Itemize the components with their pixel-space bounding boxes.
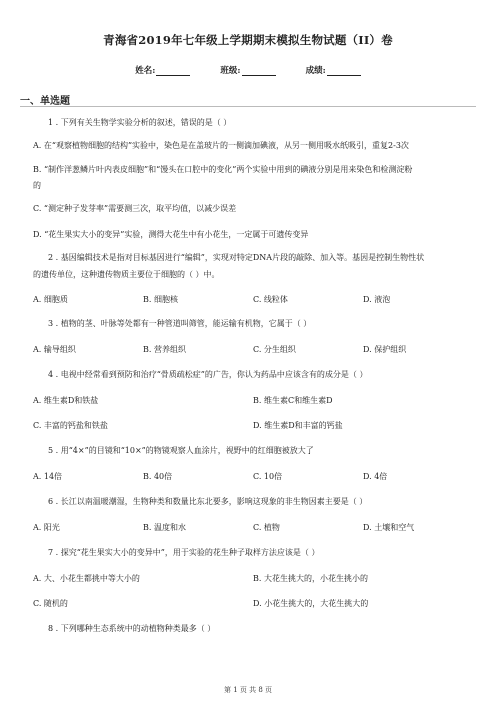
q3-option-a: A. 输导组织: [33, 345, 76, 354]
page-title: 青海省2019年七年级上学期期末模拟生物试题（II）卷: [103, 33, 393, 47]
q1-stem: 1 . 下列有关生物学实验分析的叙述，错误的是（ ）: [48, 118, 232, 127]
page-footer: 第 1 页 共 8 页: [223, 686, 273, 694]
q2-option-c: C. 线粒体: [253, 295, 288, 304]
q3-option-c: C. 分生组织: [253, 345, 296, 354]
q7-option-d: D. 小花生挑大的，大花生挑大的: [253, 599, 369, 608]
q2-option-b: B. 细胞核: [143, 295, 178, 304]
q2-stem-cont: 的遗传单位，这种遗传物质主要位于细胞的（ ）中。: [33, 270, 220, 279]
q4-option-d: D. 维生素D和丰富的钙盐: [253, 421, 343, 430]
q3-options: [33, 344, 473, 356]
q5-option-c: C. 10倍: [253, 472, 283, 481]
class-label: 班级:: [220, 66, 241, 76]
q5-stem: 5 . 用“4×”的目镜和“10×”的物镜观察人血涂片，视野中的红细胞被放大了: [48, 446, 314, 455]
q6-option-c: C. 植物: [253, 523, 280, 532]
q1-option-b-cont: 的: [33, 181, 41, 190]
q1-option-c: C. “测定种子发芽率”需要测三次，取平均值，以减少误差: [33, 204, 237, 213]
q2-options: [33, 294, 473, 306]
q4-option-b: B. 维生素C和维生素D: [253, 396, 333, 405]
q6-options: [33, 522, 473, 534]
q5-option-a: A. 14倍: [33, 472, 63, 481]
class-field[interactable]: [220, 64, 275, 76]
q2-option-a: A. 细胞质: [33, 295, 68, 304]
q6-option-d: D. 土壤和空气: [363, 523, 415, 532]
q4-option-a: A. 维生素D和铁盐: [33, 396, 99, 405]
q3-option-b: B. 营养组织: [143, 345, 186, 354]
name-label: 姓名:: [135, 66, 156, 76]
q5-option-d: D. 4倍: [363, 472, 388, 481]
q6-stem: 6 . 长江以南温暖潮湿，生物种类和数量比东北要多，影响这现象的非生物因素主要是（ ）: [48, 497, 368, 506]
q4-options-row2: [33, 420, 473, 432]
q5-options: [33, 471, 473, 483]
q4-options-row1: [33, 395, 473, 407]
q7-option-a: A. 大、小花生都挑中等大小的: [33, 574, 140, 583]
score-label: 成绩:: [305, 66, 326, 76]
q7-options-row2: [33, 598, 473, 610]
q1-option-a: A. 在“观察植物细胞的结构”实验中，染色是在盖玻片的一侧滴加碘液，从另一侧用吸水纸吸引，重复2-3次: [33, 141, 409, 150]
q4-option-c: C. 丰富的钙盐和铁盐: [33, 421, 108, 430]
section-title: 一、单选题: [20, 96, 70, 107]
q3-stem: 3 . 植物的茎、叶脉等处都有一种管道叫筛管，能运输有机物，它属于（ ）: [48, 319, 312, 328]
score-blank[interactable]: [327, 66, 361, 76]
q6-option-b: B. 温度和水: [143, 523, 186, 532]
q7-option-c: C. 随机的: [33, 599, 68, 608]
q1-option-d: D. “花生果实大小的变异”实验，测得大花生中有小花生，一定属于可遗传变异: [33, 230, 309, 239]
q6-option-a: A. 阳光: [33, 523, 60, 532]
q5-option-b: B. 40倍: [143, 472, 173, 481]
q8-stem: 8 . 下列哪种生态系统中的动植物种类最多（ ）: [48, 624, 216, 633]
student-info-row: [0, 64, 496, 76]
name-field[interactable]: [135, 64, 190, 76]
q4-stem: 4 . 电视中经常看到预防和治疗“骨质疏松症”的广告，你认为药品中应该含有的成分是（ ）: [48, 370, 368, 379]
q3-option-d: D. 保护组织: [363, 345, 407, 354]
class-blank[interactable]: [242, 66, 276, 76]
name-blank[interactable]: [156, 66, 190, 76]
q2-stem: 2 . 基因编辑技术是指对目标基因进行“编辑”，实现对特定DNA片段的敲除、加入等。基因是控制生物性状: [48, 253, 425, 262]
section-divider: [20, 106, 476, 107]
q7-stem: 7 . 探究“花生果实大小的变异中”，用于实验的花生种子取样方法应该是（ ）: [48, 548, 320, 557]
score-field[interactable]: [306, 64, 361, 76]
q7-options-row1: [33, 573, 473, 585]
q2-option-d: D. 液泡: [363, 295, 391, 304]
q1-option-b: B. “制作洋葱鳞片叶内表皮细胞”和“馒头在口腔中的变化”两个实验中用到的碘液分别是用来染色和检测淀粉: [33, 165, 413, 174]
q7-option-b: B. 大花生挑大的，小花生挑小的: [253, 574, 368, 583]
